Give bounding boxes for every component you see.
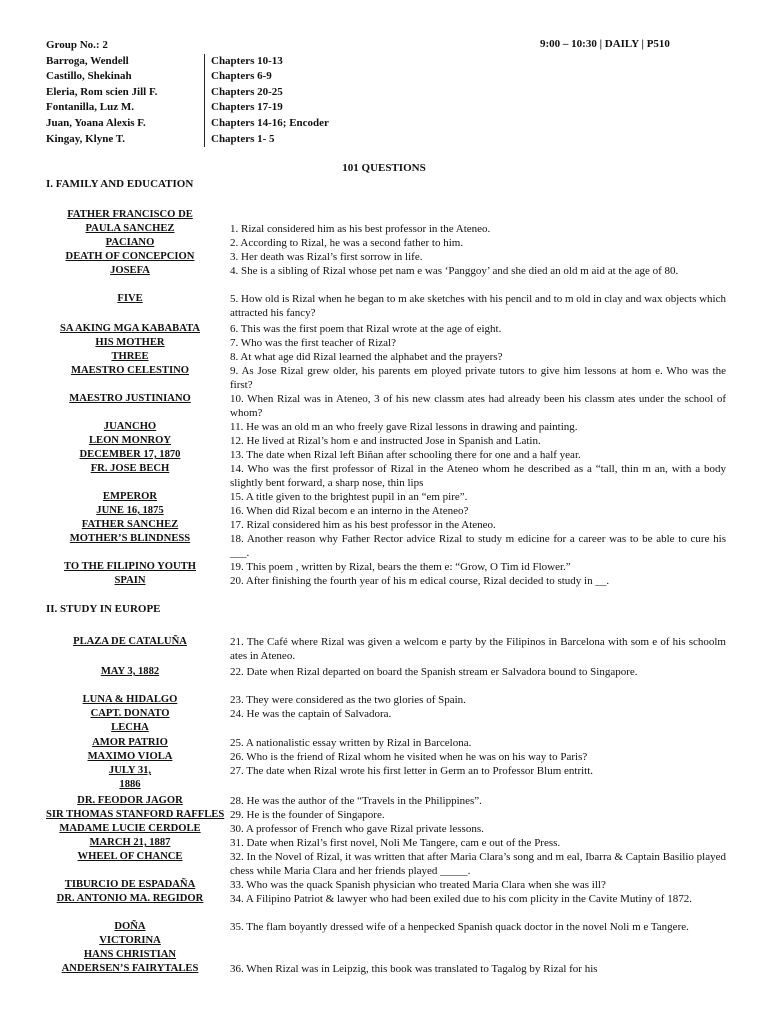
- question-text: 13. The date when Rizal left Biñan after schooling there for one and a half year.: [230, 449, 581, 461]
- question-text: 10. When Rizal was in Ateneo, 3 of his new classm ates had already been his classm ates under the school of whom?: [230, 393, 726, 420]
- question-text: 11. He was an old m an who freely gave Rizal lessons in drawing and painting.: [230, 421, 578, 433]
- question-item: [46, 794, 726, 808]
- question-item: [46, 420, 726, 434]
- question-text: 25. A nationalistic essay written by Rizal in Barcelona.: [230, 737, 472, 749]
- member-chapters: Chapters 6-9: [204, 69, 272, 85]
- question-item: [46, 504, 726, 518]
- answer-blank: FATHER FRANCISCO DE PAULA SANCHEZ: [67, 209, 193, 235]
- answer-blank: MADAME LUCIE CERDOLE: [59, 823, 201, 834]
- question-item: [46, 693, 726, 707]
- answer-blank: THREE: [111, 351, 149, 362]
- question-text: 6. This was the first poem that Rizal wrote at the age of eight.: [230, 323, 502, 335]
- answer-blank: PACIANO: [105, 237, 155, 248]
- question-item: [46, 764, 726, 791]
- answer-blank: DEATH OF CONCEPCION: [65, 251, 195, 262]
- question-text: 31. Date when Rizal’s first novel, Noli Me Tangere, cam e out of the Press.: [230, 837, 561, 849]
- answer-blank: FATHER SANCHEZ: [81, 519, 179, 530]
- question-item: [46, 364, 726, 392]
- question-text: 7. Who was the first teacher of Rizal?: [230, 337, 396, 349]
- question-text: 17. Rizal considered him as his best professor in the Ateneo.: [230, 519, 496, 531]
- answer-blank: LEON MONROY: [88, 435, 172, 446]
- question-text: 23. They were considered as the two glories of Spain.: [230, 694, 466, 706]
- question-item: [46, 490, 726, 504]
- question-item: [46, 850, 726, 878]
- answer-blank: HANS CHRISTIAN ANDERSEN’S FAIRYTALES: [61, 949, 199, 975]
- member-name: Juan, Yoana Alexis F.: [46, 116, 146, 129]
- question-item: [46, 574, 726, 588]
- question-item: [46, 264, 726, 278]
- question-item: [46, 665, 726, 679]
- question-item: [46, 878, 726, 892]
- member-row: [46, 54, 329, 70]
- answer-blank: DECEMBER 17, 1870: [79, 449, 181, 460]
- question-text: 22. Date when Rizal departed on board the Spanish stream er Salvadora bound to Singapore.: [230, 666, 638, 678]
- question-item: [46, 236, 726, 250]
- member-chapters: Chapters 10-13: [204, 54, 283, 70]
- question-item: [46, 736, 726, 750]
- document-title: 101 QUESTIONS: [342, 162, 426, 174]
- schedule-label: 9:00 – 10:30 | DAILY | P510: [540, 38, 670, 50]
- question-text: 29. He is the founder of Singapore.: [230, 809, 385, 821]
- answer-blank: EMPEROR: [102, 491, 158, 502]
- answer-blank: AMOR PATRIO: [92, 737, 168, 748]
- answer-blank: CAPT. DONATO LECHA: [90, 708, 170, 734]
- question-text: 9. As Jose Rizal grew older, his parents em ployed private tutors to give him lessons at hom e. Who was the first?: [230, 365, 726, 392]
- answer-blank: TO THE FILIPINO YOUTH: [64, 561, 196, 572]
- member-chapters: Chapters 1- 5: [204, 132, 275, 148]
- question-item: [46, 750, 726, 764]
- answer-blank: FR. JOSE BECH: [90, 463, 170, 474]
- member-chapters: Chapters 14-16; Encoder: [204, 116, 329, 132]
- member-row: [46, 100, 329, 116]
- question-text: 30. A professor of French who gave Rizal private lessons.: [230, 823, 484, 835]
- question-item: [46, 322, 726, 336]
- question-text: 33. Who was the quack Spanish physician who treated Maria Clara when she was ill?: [230, 879, 606, 891]
- answer-blank: JUANCHO: [103, 421, 157, 432]
- question-item: [46, 350, 726, 364]
- question-item: [46, 836, 726, 850]
- question-item: [46, 532, 726, 560]
- member-name: Barroga, Wendell: [46, 54, 129, 67]
- member-name: Fontanilla, Luz M.: [46, 101, 135, 114]
- question-text: 18. Another reason why Father Rector advice Rizal to study m edicine for a career was to be able to cure his ___.: [230, 533, 726, 560]
- question-item: [46, 292, 726, 320]
- question-item: [46, 822, 726, 836]
- question-text: 27. The date when Rizal wrote his first letter in Germ an to Professor Blum entritt.: [230, 765, 594, 777]
- question-text: 26. Who is the friend of Rizal whom he visited when he was on his way to Paris?: [230, 751, 588, 763]
- question-text: 35. The flam boyantly dressed wife of a henpecked Spanish quack doctor in the novel Noli m e Tangere.: [230, 921, 689, 933]
- question-text: 2. According to Rizal, he was a second father to him.: [230, 237, 464, 249]
- question-item: [46, 920, 726, 947]
- answer-blank: MOTHER’S BLINDNESS: [69, 533, 191, 544]
- member-row: [46, 116, 329, 132]
- answer-blank: MARCH 21, 1887: [89, 837, 171, 848]
- section-heading: I. FAMILY AND EDUCATION: [46, 178, 194, 190]
- member-chapters: Chapters 17-19: [204, 100, 283, 116]
- answer-blank: DR. ANTONIO MA. REGIDOR: [56, 893, 204, 904]
- question-item: [46, 892, 726, 906]
- question-item: [46, 434, 726, 448]
- question-text: 16. When did Rizal becom e an interno in the Ateneo?: [230, 505, 469, 517]
- member-row: [46, 85, 329, 101]
- question-item: [46, 392, 726, 420]
- answer-blank: SA AKING MGA KABABATA: [60, 323, 200, 334]
- answer-blank: MAXIMO VIOLA: [87, 751, 173, 762]
- answer-blank: HIS MOTHER: [95, 337, 165, 348]
- member-list: [46, 54, 329, 148]
- question-text: 14. Who was the first professor of Rizal in the Ateneo whom he described as a “tall, thin m an, with a body slightly bent forward, a sharp nose, thin lips: [230, 463, 726, 490]
- question-item: [46, 250, 726, 264]
- question-item: [46, 808, 726, 822]
- question-text: 24. He was the captain of Salvadora.: [230, 708, 392, 720]
- question-text: 15. A title given to the brightest pupil in an “em pire”.: [230, 491, 468, 503]
- answer-blank: TIBURCIO DE ESPADAÑA: [64, 879, 196, 890]
- question-item: [46, 462, 726, 490]
- question-text: 12. He lived at Rizal’s hom e and instructed Jose in Spanish and Latin.: [230, 435, 541, 447]
- question-item: [46, 948, 726, 976]
- question-text: 3. Her death was Rizal’s first sorrow in life.: [230, 251, 423, 263]
- question-item: [46, 208, 726, 236]
- answer-blank: MAESTRO JUSTINIANO: [69, 393, 191, 404]
- member-chapters: Chapters 20-25: [204, 85, 283, 101]
- answer-blank: FIVE: [117, 293, 143, 304]
- member-name: Castillo, Shekinah: [46, 70, 132, 83]
- question-item: [46, 635, 726, 663]
- answer-blank: SIR THOMAS STANFORD RAFFLES: [46, 809, 225, 820]
- group-info: [46, 38, 329, 147]
- answer-blank: JOSEFA: [110, 265, 150, 276]
- question-text: 21. The Café where Rizal was given a welcom e party by the Filipinos in Barcelona with som e of his schoolm ates in Ateneo.: [230, 636, 726, 663]
- member-row: [46, 69, 329, 85]
- question-item: [46, 448, 726, 462]
- answer-blank: PLAZA DE CATALUÑA: [73, 636, 187, 647]
- question-text: 28. He was the author of the “Travels in the Philippines”.: [230, 795, 482, 807]
- question-item: [46, 560, 726, 574]
- member-name: Kingay, Klyne T.: [46, 132, 126, 145]
- answer-blank: SPAIN: [114, 575, 146, 586]
- section-heading: II. STUDY IN EUROPE: [46, 603, 161, 615]
- question-text: 20. After finishing the fourth year of his m edical course, Rizal decided to study in __.: [230, 575, 610, 587]
- question-text: 32. In the Novel of Rizal, it was written that after Maria Clara’s song and m eal, Ibarra & Captain Basilio played chess while Maria Clara and her friends played _____.: [230, 851, 726, 878]
- answer-blank: MAESTRO CELESTINO: [70, 365, 190, 376]
- answer-blank: LUNA & HIDALGO: [82, 694, 178, 705]
- answer-blank: WHEEL OF CHANCE: [77, 851, 183, 862]
- question-text: 1. Rizal considered him as his best professor in the Ateneo.: [230, 223, 491, 235]
- answer-blank: DOÑA VICTORINA: [99, 921, 161, 947]
- member-row: [46, 132, 329, 148]
- member-name: Eleria, Rom scien Jill F.: [46, 85, 158, 98]
- question-item: [46, 518, 726, 532]
- answer-blank: MAY 3, 1882: [100, 666, 160, 677]
- question-item: [46, 336, 726, 350]
- question-text: 8. At what age did Rizal learned the alphabet and the prayers?: [230, 351, 503, 363]
- question-text: 4. She is a sibling of Rizal whose pet nam e was ‘Panggoy’ and she died an old m aid at the age of 80.: [230, 265, 679, 277]
- answer-blank: JUNE 16, 1875: [96, 505, 164, 516]
- answer-blank: DR. FEODOR JAGOR: [77, 795, 183, 806]
- group-label: Group No.: 2: [46, 39, 108, 51]
- question-item: [46, 707, 726, 734]
- question-text: 34. A Filipino Patriot & lawyer who had been exiled due to his com plicity in the Cavite Mutiny of 1872.: [230, 893, 692, 905]
- question-text: 5. How old is Rizal when he began to m ake sketches with his pencil and to m old in clay and wax objects which attracted his fancy?: [230, 293, 726, 320]
- question-text: 19. This poem , written by Rizal, bears the them e: “Grow, O Tim id Flower.”: [230, 561, 571, 573]
- answer-blank: JULY 31, 1886: [108, 765, 152, 791]
- question-text: 36. When Rizal was in Leipzig, this book was translated to Tagalog by Rizal for his: [230, 963, 598, 975]
